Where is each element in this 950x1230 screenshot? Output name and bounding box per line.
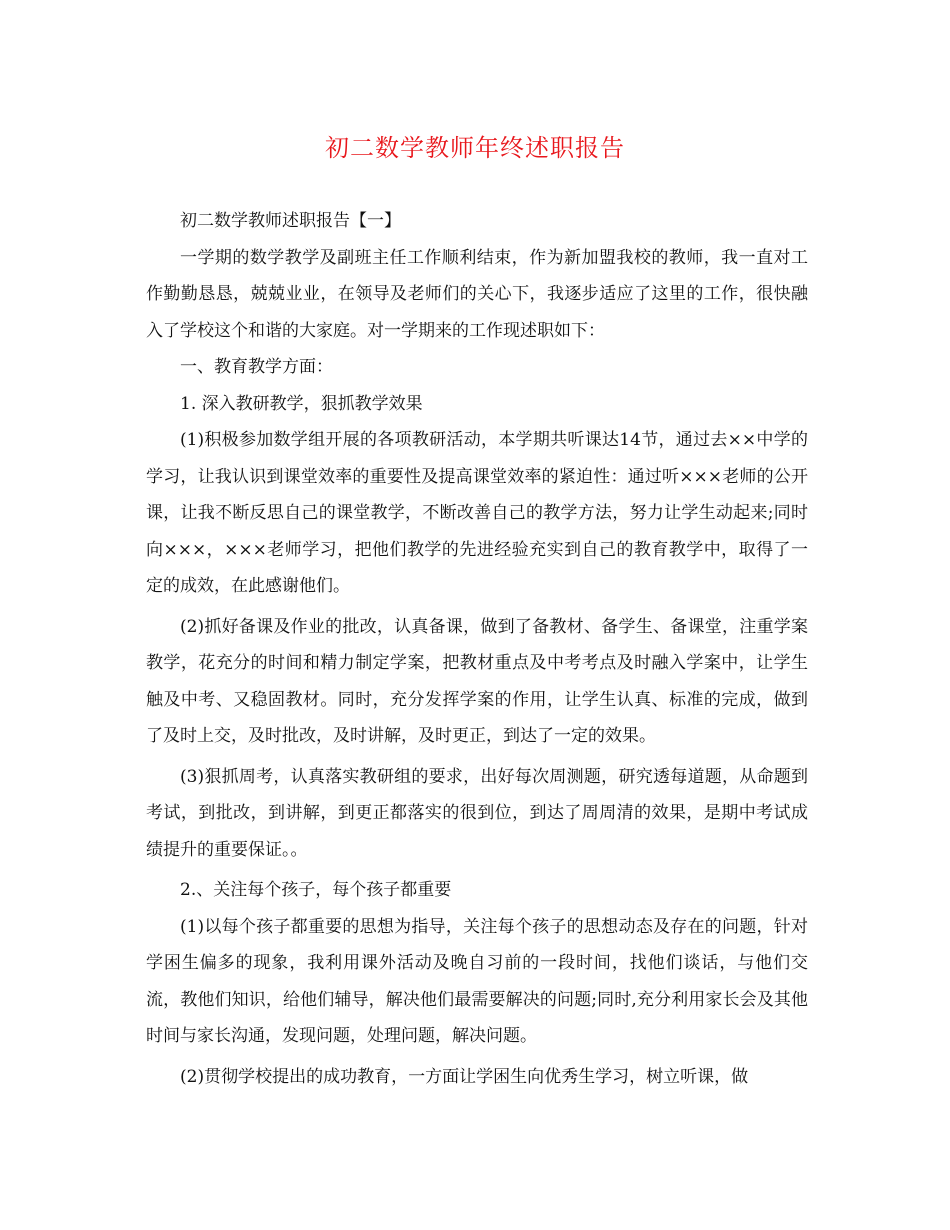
paragraph-intro: 一学期的数学教学及副班主任工作顺利结束，作为新加盟我校的教师，我一直对工作勤勤恳恳，兢兢业业，在领导及老师们的关心下，我逐步适应了这里的工作，很快融入了学校这个和谐的大家庭。对一学期来的工作现述职如下： <box>146 247 808 341</box>
paragraph-item-3: (3)狠抓周考，认真落实教研组的要求，出好每次周测题，研究透每道题，从命题到考试，到批改，到讲解，到更正都落实的很到位，到达了周周清的效果，是期中考试成绩提升的重要保证。。 <box>146 766 808 860</box>
section-heading: 初二数学教师述职报告【一】 <box>180 211 401 231</box>
paragraph-item-4: (1)以每个孩子都重要的思想为指导，关注每个孩子的思想动态及存在的问题，针对学困生偏多的现象，我利用课外活动及晚自习前的一段时间，找他们谈话，与他们交流，教他们知识，给他们辅导，解决他们最需要解决的问题;同时,充分利用家长会及其他时间与家长沟通，发现问题，处理问题，解决问题。 <box>146 916 808 1046</box>
section-heading-teaching: 一、教育教学方面： <box>180 357 333 377</box>
paragraph-item-2: (2)抓好备课及作业的批改，认真备课，做到了备教材、备学生、备课堂，注重学案教学，花充分的时间和精力制定学案，把教材重点及中考考点及时融入学案中，让学生触及中考、又稳固教材。同时，充分发挥学案的作用，让学生认真、标准的完成，做到了及时上交，及时批改，及时讲解，及时更正，到达了一定的效果。 <box>146 616 808 746</box>
document-body <box>146 203 808 1095</box>
paragraph-item-1: (1)积极参加数学组开展的各项教研活动，本学期共听课达14节，通过去××中学的学习，让我认识到课堂效率的重要性及提高课堂效率的紧迫性：通过听×××老师的公开课，让我不断反思自己的课堂教学，不断改善自己的教学方法，努力让学生动起来;同时向×××，×××老师学习，把他们教学的先进经验充实到自己的教育教学中，取得了一定的成效，在此感谢他们。 <box>146 430 808 596</box>
subheading-each-child: 2.、关注每个孩子，每个孩子都重要 <box>180 880 452 900</box>
document-title: 初二数学教师年终述职报告 <box>325 134 625 162</box>
paragraph-item-5: (2)贯彻学校提出的成功教育，一方面让学困生向优秀生学习，树立听课，做 <box>180 1066 749 1087</box>
subheading-research: 1. 深入教研教学，狠抓教学效果 <box>180 393 423 414</box>
